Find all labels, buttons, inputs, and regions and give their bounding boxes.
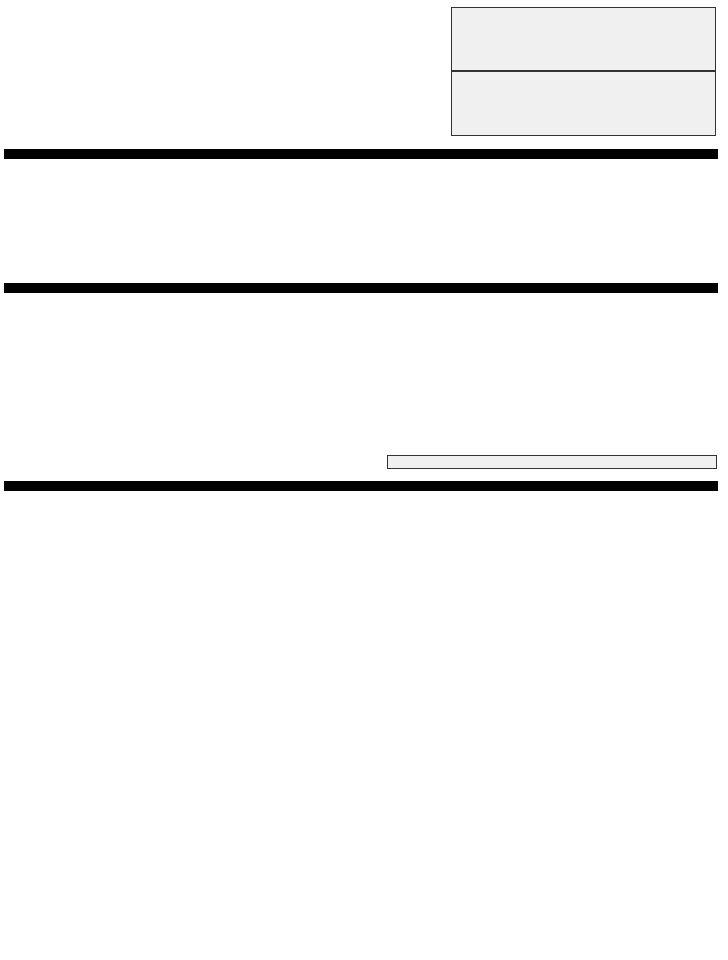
paint-codes-input[interactable]	[387, 455, 717, 469]
floor-plans-header	[4, 149, 718, 159]
exterior-section-header	[4, 283, 718, 293]
unit-box	[451, 7, 716, 71]
vin-box	[451, 71, 716, 136]
interior-section-header	[4, 481, 718, 491]
